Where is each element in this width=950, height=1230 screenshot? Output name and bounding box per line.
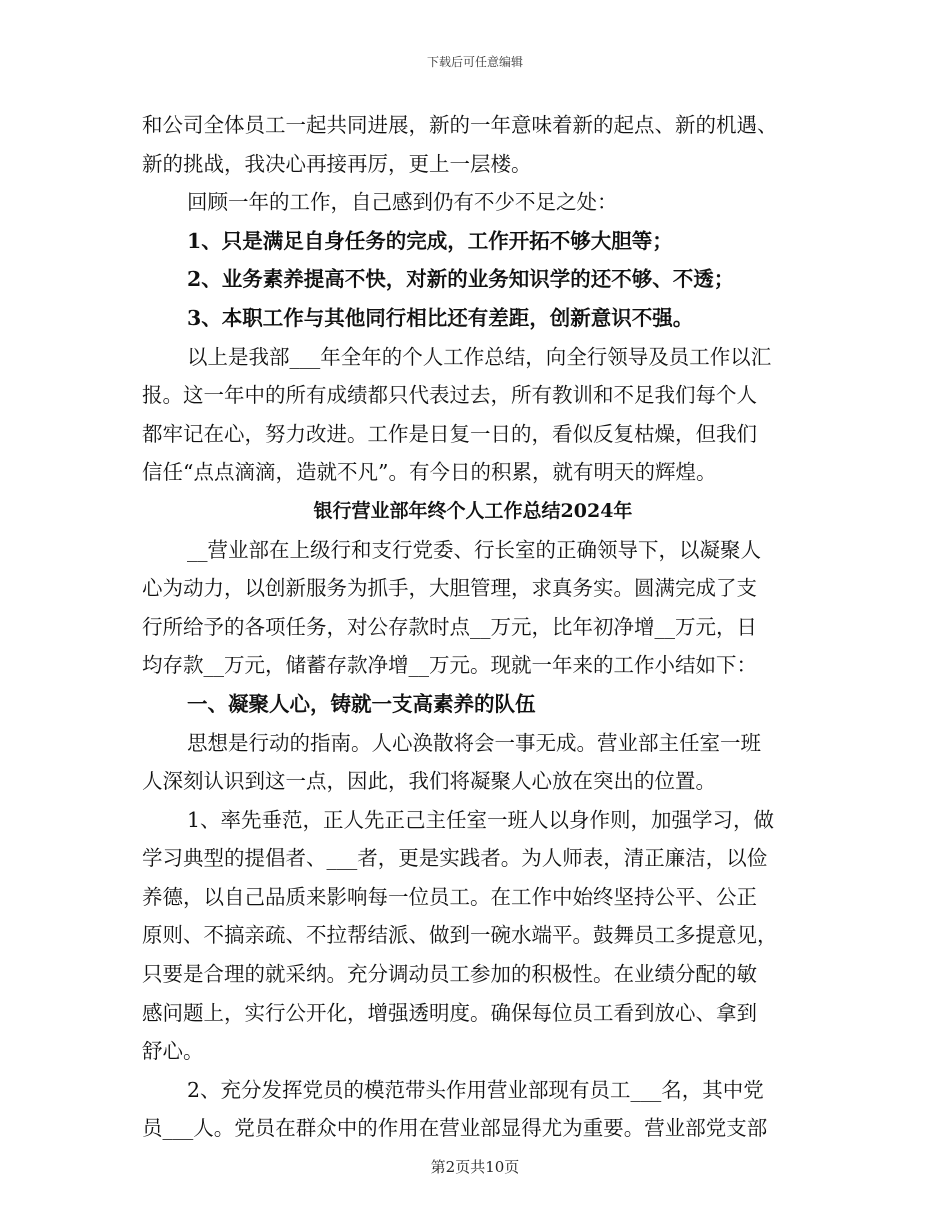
text-line: 都牢记在心，努力改进。工作是日复一日的，看似反复枯燥，但我们 bbox=[142, 421, 757, 446]
text-line: 舒心。 bbox=[142, 1039, 204, 1064]
document-body bbox=[142, 106, 804, 1148]
paragraph bbox=[142, 106, 804, 183]
paragraph bbox=[142, 1071, 804, 1148]
paragraph bbox=[142, 338, 804, 492]
section-heading bbox=[142, 685, 804, 724]
text-line: 均存款__万元，储蓄存款净增__万元。现就一年来的工作小结如下： bbox=[142, 653, 757, 678]
page-number: 第2页共10页 bbox=[430, 1158, 520, 1176]
text-line: 行所给予的各项任务，对公存款时点__万元，比年初净增__万元，日 bbox=[142, 614, 757, 639]
text-line: __营业部在上级行和支行党委、行长室的正确领导下，以凝聚人 bbox=[187, 537, 761, 562]
text-line: 感问题上，实行公开化，增强透明度。确保每位员工看到放心、拿到 bbox=[142, 1000, 757, 1025]
shortcoming-item bbox=[142, 222, 804, 261]
paragraph bbox=[142, 531, 804, 685]
text-line: 1、率先垂范，正人先正己主任室一班人以身作则，加强学习，做 bbox=[187, 807, 775, 832]
shortcoming-item bbox=[142, 299, 804, 338]
page-header: 下载后可任意编辑 bbox=[426, 55, 523, 69]
text-line: 和公司全体员工一起共同进展，新的一年意味着新的起点、新的机遇、 bbox=[142, 113, 778, 137]
paragraph bbox=[142, 801, 804, 1071]
text-line: 报。这一年中的所有成绩都只代表过去，所有教训和不足我们每个人 bbox=[142, 383, 757, 408]
paragraph bbox=[142, 724, 804, 801]
paragraph bbox=[142, 183, 804, 222]
text-line: 2、业务素养提高不快，对新的业务知识学的还不够、不透； bbox=[187, 267, 735, 292]
text-line: 思想是行动的指南。人心涣散将会一事无成。营业部主任室一班 bbox=[187, 730, 761, 755]
text-line: 员___人。党员在群众中的作用在营业部显得尤为重要。营业部党支部 bbox=[142, 1116, 768, 1141]
text-line: 只要是合理的就采纳。充分调动员工参加的积极性。在业绩分配的敏 bbox=[142, 962, 757, 987]
text-line: 以上是我部___年全年的个人工作总结，向全行领导及员工作以汇 bbox=[187, 344, 772, 369]
text-line: 养德，以自己品质来影响每一位员工。在工作中始终坚持公平、公正 bbox=[142, 884, 757, 909]
text-line: 新的挑战，我决心再接再厉，更上一层楼。 bbox=[142, 151, 532, 176]
text-line: 一、凝聚人心，铸就一支高素养的队伍 bbox=[187, 691, 536, 716]
text-line: 人深刻认识到这一点，因此，我们将凝聚人心放在突出的位置。 bbox=[142, 769, 716, 794]
text-line: 银行营业部年终个人工作总结2024年 bbox=[313, 499, 633, 522]
text-line: 心为动力，以创新服务为抓手，大胆管理，求真务实。圆满完成了支 bbox=[142, 576, 757, 601]
text-line: 1、只是满足自身任务的完成，工作开拓不够大胆等； bbox=[187, 228, 673, 253]
text-line: 原则、不搞亲疏、不拉帮结派、做到一碗水端平。鼓舞员工多提意见， bbox=[142, 923, 778, 948]
shortcoming-item bbox=[142, 260, 804, 299]
section-title bbox=[142, 492, 804, 531]
text-line: 2、充分发挥党员的模范带头作用营业部现有员工___名，其中党 bbox=[187, 1077, 764, 1102]
text-line: 学习典型的提倡者、___者，更是实践者。为人师表，清正廉洁，以俭 bbox=[142, 846, 768, 871]
text-line: 3、本职工作与其他同行相比还有差距，创新意识不强。 bbox=[187, 305, 694, 330]
text-line: 信任“点点滴滴，造就不凡”。有今日的积累，就有明天的辉煌。 bbox=[142, 460, 717, 485]
text-line: 回顾一年的工作，自己感到仍有不少不足之处： bbox=[187, 190, 618, 215]
